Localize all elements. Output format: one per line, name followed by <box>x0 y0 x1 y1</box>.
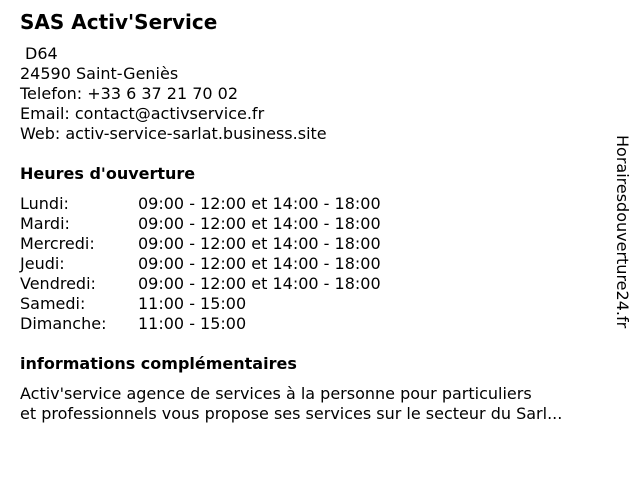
address-block <box>20 44 610 144</box>
hours-row-tuesday <box>20 214 610 234</box>
hours-row-saturday <box>20 294 610 314</box>
info-line: et professionnels vous propose ses services sur le secteur du Sarl... <box>20 404 563 423</box>
info-title: informations complémentaires <box>20 354 297 373</box>
info-line: Activ'service agence de services à la personne pour particuliers <box>20 384 532 403</box>
hours-day: Samedi: <box>20 294 86 313</box>
hours-day: Vendredi: <box>20 274 96 293</box>
hours-time: 09:00 - 12:00 et 14:00 - 18:00 <box>138 234 381 253</box>
city-line: 24590 Saint-Geniès <box>20 64 179 83</box>
hours-time: 11:00 - 15:00 <box>138 294 247 313</box>
hours-day: Jeudi: <box>20 254 65 273</box>
phone-line: Telefon: +33 6 37 21 70 02 <box>20 84 239 103</box>
hours-row-monday <box>20 194 610 214</box>
hours-time: 11:00 - 15:00 <box>138 314 247 333</box>
hours-table <box>20 194 610 334</box>
business-card <box>20 8 610 424</box>
hours-row-thursday <box>20 254 610 274</box>
hours-row-wednesday <box>20 234 610 254</box>
business-name: SAS Activ'Service <box>20 10 218 34</box>
site-watermark: Horairesdouverture24.fr <box>613 135 632 329</box>
hours-day: Dimanche: <box>20 314 107 333</box>
hours-day: Mardi: <box>20 214 70 233</box>
hours-day: Mercredi: <box>20 234 95 253</box>
hours-time: 09:00 - 12:00 et 14:00 - 18:00 <box>138 214 381 233</box>
hours-time: 09:00 - 12:00 et 14:00 - 18:00 <box>138 274 381 293</box>
street-line: D64 <box>25 44 58 63</box>
hours-time: 09:00 - 12:00 et 14:00 - 18:00 <box>138 254 381 273</box>
hours-time: 09:00 - 12:00 et 14:00 - 18:00 <box>138 194 381 213</box>
hours-day: Lundi: <box>20 194 69 213</box>
email-line: Email: contact@activservice.fr <box>20 104 265 123</box>
hours-row-friday <box>20 274 610 294</box>
info-description <box>20 384 610 424</box>
hours-title: Heures d'ouverture <box>20 164 196 183</box>
web-line: Web: activ-service-sarlat.business.site <box>20 124 327 143</box>
hours-row-sunday <box>20 314 610 334</box>
